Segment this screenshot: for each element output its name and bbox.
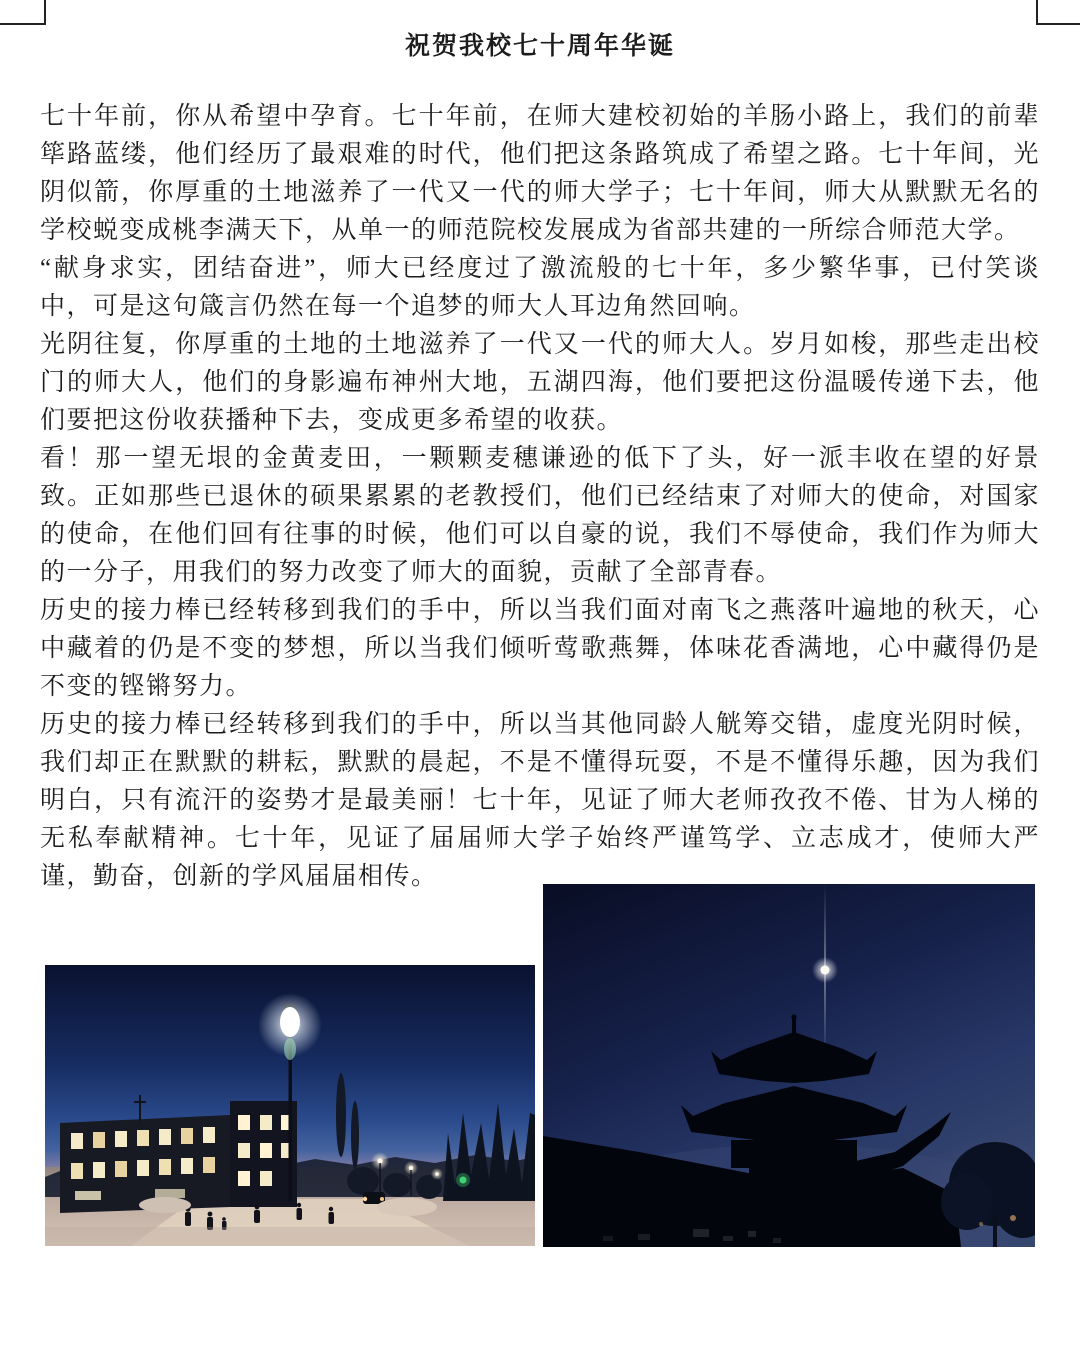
page-corner-mark-top-right [1036,0,1080,25]
snow-mound [139,1197,191,1213]
snow-mound [377,1198,437,1216]
paragraph-1: 七十年前，你从希望中孕育。七十年前，在师大建校初始的羊肠小路上，我们的前辈筚路蓝缕，他们经历了最艰难的时代，他们把这条路筑成了希望之路。七十年间，光阴似箭，你厚重的土地滋养了一代又一代的师大学子；七十年间，师大从默默无名的学校蜕变成桃李满天下，从单一的师范院校发展成为省部共建的一所综合师范大学。 [40,103,1040,244]
pavilion-night-photo [543,884,1035,1247]
document-title: 祝贺我校七十周年华诞 [404,33,675,60]
paragraph-2: “献身求实，团结奋进”，师大已经度过了激流般的七十年，多少繁华事，已付笑谈中，可是这句箴言仍然在每一个追梦的师大人耳边角然回响。 [40,255,1040,320]
paragraph-4: 看！那一望无垠的金黄麦田，一颗颗麦穗谦逊的低下了头，好一派丰收在望的好景致。正如那些已退休的硕果累累的老教授们，他们已经结束了对师大的使命，对国家的使命，在他们回有往事的时候，他们可以自豪的说，我们不辱使命，我们作为师大的一分子，用我们的努力改变了师大的面貌，贡献了全部青春。 [40,445,1040,586]
page-corner-mark-top-left [0,0,46,25]
paragraph-5: 历史的接力棒已经转移到我们的手中，所以当我们面对南飞之燕落叶遍地的秋天，心中藏着的仍是不变的梦想，所以当我们倾听莺歌燕舞，体味花香满地，心中藏得仍是不变的铿锵努力。 [40,597,1040,700]
campus-dusk-photo [45,965,535,1246]
document-body [40,98,1040,896]
paragraph-6: 历史的接力棒已经转移到我们的手中，所以当其他同龄人觥筹交错，虚度光阴时候，我们却正在默默的耕耘，默默的晨起，不是不懂得玩耍，不是不懂得乐趣，因为我们明白，只有流汗的姿势才是最美丽！七十年，见证了师大老师孜孜不倦、甘为人梯的无私奉献精神。七十年，见证了届届师大学子始终严谨笃学、立志成才，使师大严谨，勤奋，创新的学风届届相传。 [40,711,1040,890]
paragraph-3: 光阴往复，你厚重的土地的土地滋养了一代又一代的师大人。岁月如梭，那些走出校门的师大人，他们的身影遍布神州大地，五湖四海，他们要把这份温暖传递下去，他们要把这份收获播种下去，变成更多希望的收获。 [40,331,1040,434]
foreground-snow [45,1227,535,1246]
green-signal-light [456,1173,470,1187]
